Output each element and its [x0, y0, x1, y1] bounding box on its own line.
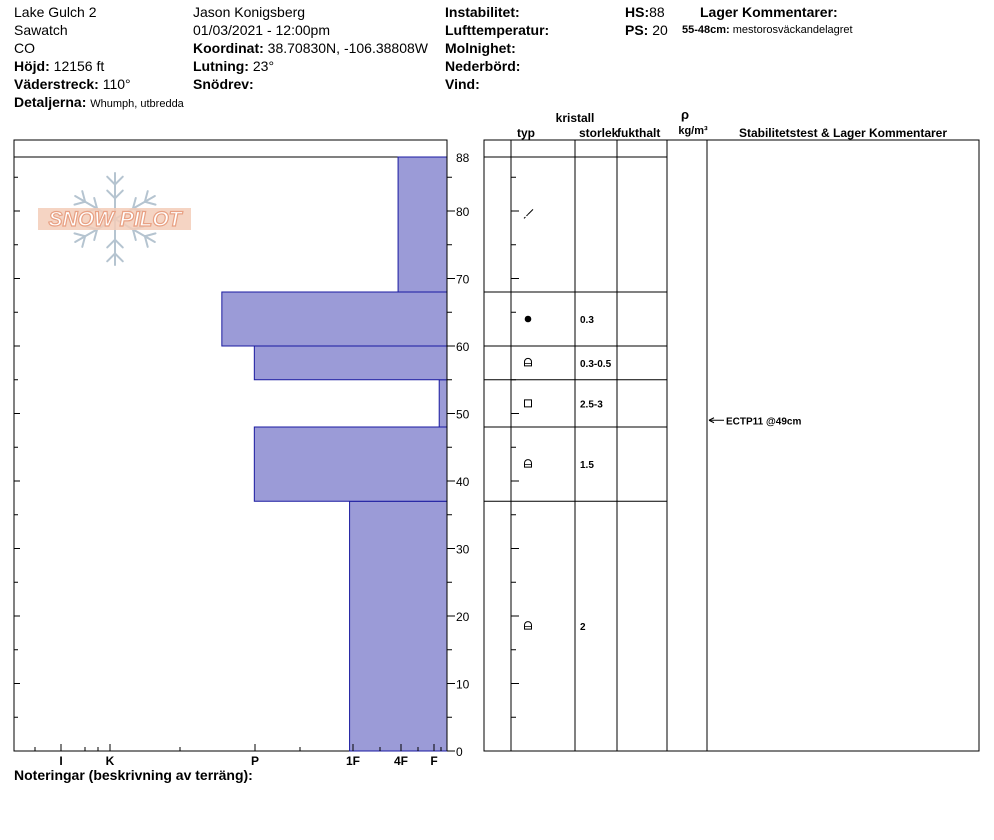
coordinate-label: Koordinat:	[193, 40, 264, 56]
snowflake-branch	[107, 240, 115, 248]
grain-shape	[525, 358, 532, 366]
layer-table	[484, 140, 979, 751]
header-type: typ	[517, 126, 535, 140]
snowflake-branch	[107, 177, 115, 185]
snowflake-branch	[107, 191, 115, 199]
snowflake-branch	[115, 254, 123, 262]
y-tick-label: 80	[456, 205, 470, 219]
grain-size-label: 0.3	[580, 315, 594, 326]
hardness-bar	[350, 501, 447, 751]
grain-shape	[525, 622, 532, 630]
layer-comment-range: 55-48cm:	[682, 24, 730, 36]
grain-faceted-rounded-icon	[525, 460, 532, 467]
aspect-label: Väderstreck:	[14, 76, 99, 92]
instability-label: Instabilitet:	[445, 4, 520, 20]
air-temp-label: Lufttemperatur:	[445, 22, 550, 38]
details-label: Detaljerna:	[14, 94, 87, 110]
y-tick-label: 50	[456, 407, 470, 422]
ps-value: 20	[652, 22, 668, 38]
grain-size-label: 2	[580, 622, 586, 634]
snowpilot-logo	[38, 173, 191, 265]
hs-label: HS:	[625, 4, 650, 20]
x-tick-label: I	[59, 754, 63, 768]
snowflake-branch	[74, 202, 85, 205]
logo-text: SNOW PILOT	[48, 208, 182, 231]
header-stability: Stabilitetstest & Lager Kommentarer	[738, 126, 948, 140]
x-tick-label: 1F	[345, 754, 361, 768]
y-tick-label: 30	[456, 542, 470, 557]
x-tick-label: 4F	[393, 754, 409, 768]
details-value: Whumph, utbredda	[90, 98, 184, 110]
snowflake-branch	[115, 240, 123, 248]
snowflake-branch	[145, 233, 156, 236]
header-rho: ρ	[680, 107, 690, 122]
observer: Jason Konigsberg	[193, 4, 306, 20]
state: CO	[14, 40, 35, 56]
grain-partly-decomposed-icon	[524, 209, 533, 218]
grain-size-label: 1.5	[580, 460, 594, 472]
grain-faceted-icon	[525, 400, 532, 407]
aspect-value: 110°	[102, 76, 131, 92]
x-tick-label: K	[105, 754, 115, 768]
mountain-range: Sawatch	[14, 22, 68, 38]
hardness-bar	[439, 380, 447, 427]
grain-melt-freeze-icon	[525, 316, 532, 323]
snowflake-branch	[145, 202, 156, 205]
header-size: storlek	[579, 126, 619, 140]
table-frame	[484, 140, 979, 751]
snowflake-branch	[115, 191, 123, 199]
test-label: ECTP11 @49cm	[726, 416, 802, 428]
layer-comment-text: mestorosväckandelagret	[732, 24, 853, 36]
y-tick-label: 20	[456, 610, 470, 624]
header-crystal: kristall	[555, 111, 595, 125]
header-density-unit: kg/m³	[678, 125, 708, 137]
hardness-chart	[14, 140, 470, 768]
hs-value: 88	[649, 4, 665, 20]
hardness-bar	[398, 157, 447, 292]
wind-label: Vind:	[445, 76, 480, 92]
grain-square	[525, 400, 532, 407]
header-moisture: fukthalt	[617, 126, 661, 140]
location-name: Lake Gulch 2	[14, 4, 97, 20]
y-tick-label: 88	[456, 151, 470, 165]
hardness-bar	[222, 292, 447, 346]
wind-loading-label: Snödrev:	[193, 76, 254, 92]
grain-shape	[525, 460, 532, 467]
slope-label: Lutning:	[193, 58, 249, 74]
hardness-bar	[254, 346, 447, 380]
precip-label: Nederbörd:	[445, 58, 521, 74]
elevation-value: 12156 ft	[53, 58, 105, 74]
snowflake-branch	[74, 233, 85, 236]
grain-size-label: 0.3-0.5	[580, 358, 612, 370]
x-tick-label: F	[430, 754, 438, 768]
grain-faceted-rounded-icon	[525, 358, 532, 366]
datetime: 01/03/2021 - 12:00pm	[193, 22, 330, 38]
coordinate-value: 38.70830N, -106.38808W	[267, 40, 428, 56]
y-tick-label: 0	[456, 745, 463, 759]
grain-dot	[525, 316, 532, 323]
y-tick-label: 10	[456, 677, 470, 692]
elevation-label: Höjd:	[14, 58, 50, 74]
grain-dash	[528, 209, 533, 214]
y-tick-label: 70	[456, 272, 470, 287]
grain-faceted-rounded-icon	[525, 622, 532, 630]
y-tick-label: 40	[456, 475, 470, 489]
snowflake-branch	[115, 177, 123, 185]
layer-comments-title: Lager Kommentarer:	[700, 4, 838, 20]
ps-label: PS:	[625, 22, 649, 38]
grain-size-label: 2.5-3	[580, 399, 603, 411]
sky-label: Molnighet:	[445, 40, 516, 56]
x-tick-label: P	[250, 754, 260, 768]
slope-value: 23°	[252, 58, 275, 74]
hardness-bar	[254, 427, 447, 501]
notes-label: Noteringar (beskrivning av terräng):	[14, 767, 253, 783]
snowflake-branch	[107, 254, 115, 262]
grain-dash	[524, 214, 528, 218]
y-tick-label: 60	[456, 340, 470, 354]
